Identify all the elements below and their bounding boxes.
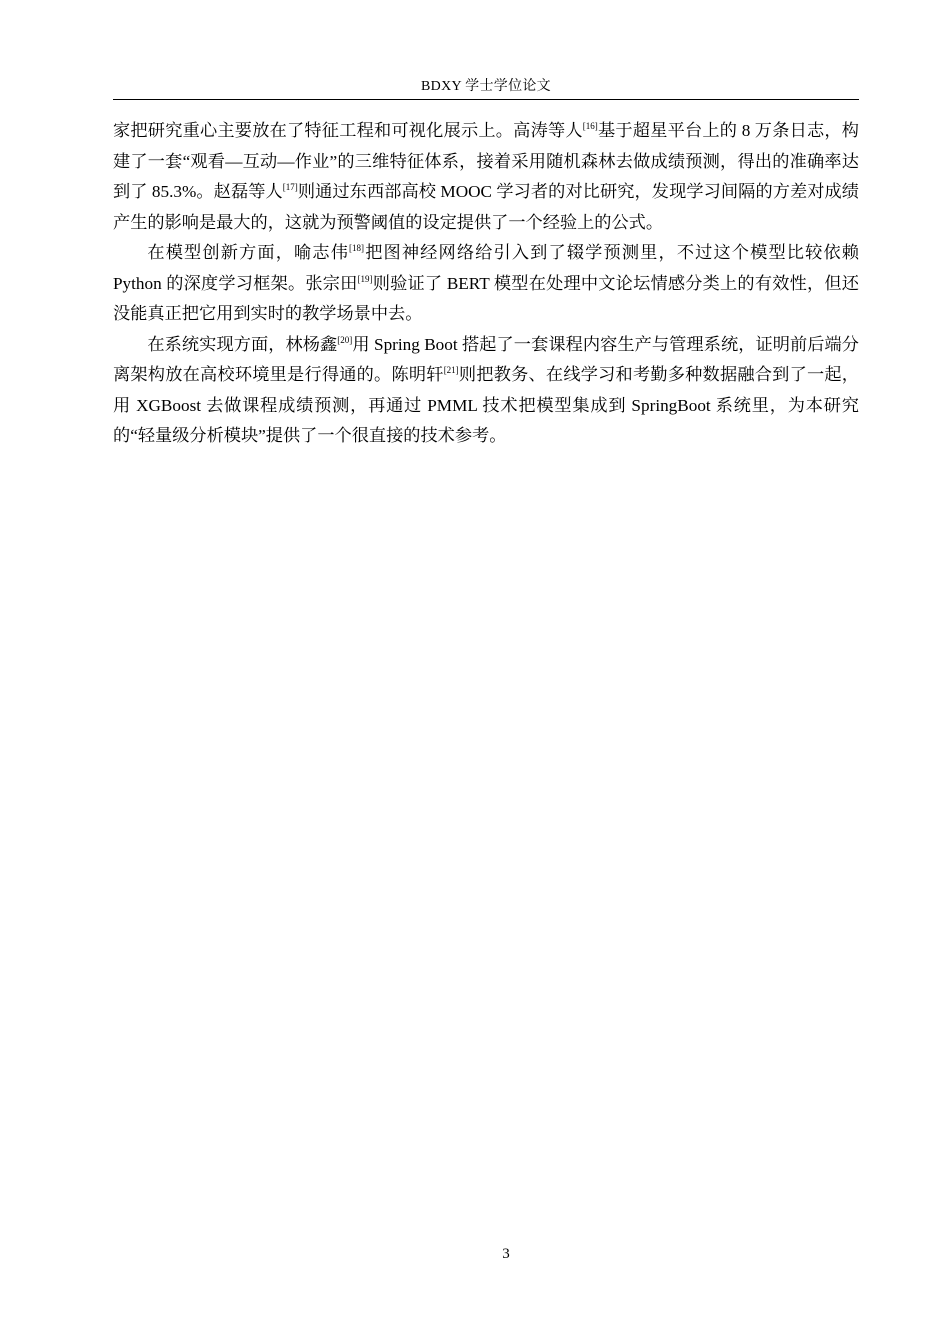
- body-text: [113, 116, 859, 452]
- header-rule: [113, 99, 859, 100]
- text-run: 在系统实现方面，林杨鑫: [147, 334, 338, 354]
- text-run: 在模型创新方面，喻志伟: [147, 243, 350, 262]
- text-run: 则通过东西部高校 MOOC 学习者的对比研究，发现学习间隔的方差对成绩产生的影响是最大的，这就为预警阈值的设定提供了一个经验上的公式。: [113, 182, 859, 232]
- running-header: BDXY 学士学位论文: [421, 79, 551, 94]
- text-run: 把图神经网络给引入到了辍学预测里，不过这个模型比较依赖 Python 的深度学习框架。张宗田: [113, 243, 859, 293]
- citation: [19]: [357, 273, 373, 284]
- citation: [16]: [582, 121, 598, 131]
- citation: [20]: [337, 334, 353, 345]
- text-run: 则验证了 BERT 模型在处理中文论坛情感分类上的有效性，但还没能真正把它用到实时的教学场景中去。: [113, 273, 859, 323]
- text-run: 家把研究重心主要放在了特征工程和可视化展示上。高涛等人: [113, 121, 583, 140]
- paragraph: [113, 330, 859, 452]
- citation: [21]: [443, 365, 459, 375]
- text-run: 则把教务、在线学习和考勤多种数据融合到了一起，用 XGBoost 去做课程成绩预测，再通过 PMML 技术把模型集成到 SpringBoot 系统里，为本研究的“轻量级分析模块”提供了一个很直接的技术参考。: [113, 365, 859, 445]
- citation: [17]: [282, 182, 298, 192]
- text-run: 用 Spring Boot 搭起了一套课程内容生产与管理系统，证明前后端分离架构放在高校环境里是行得通的。陈明轩: [113, 334, 859, 384]
- paragraph: [113, 116, 859, 238]
- paragraph: [113, 238, 859, 330]
- page-number: 3: [502, 1246, 510, 1262]
- text-run: 基于超星平台上的 8 万条日志，构建了一套“观看—互动—作业”的三维特征体系，接着采用随机森林去做成绩预测，得出的准确率达到了 85.3%。赵磊等人: [113, 121, 859, 201]
- citation: [18]: [349, 243, 365, 253]
